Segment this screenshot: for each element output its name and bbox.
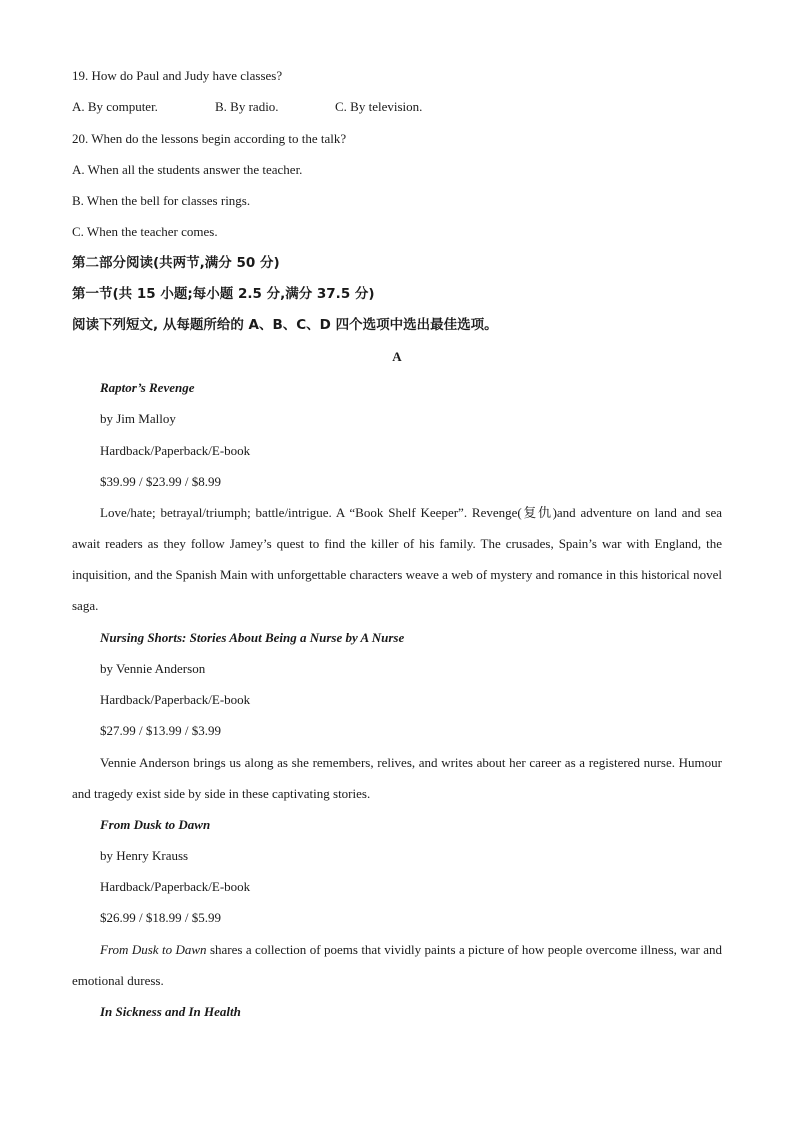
book-title: Nursing Shorts: Stories About Being a Nurse by A Nurse [100,630,405,645]
option-c: C. When the teacher comes. [72,224,218,239]
book-description [72,934,722,996]
book-formats: Hardback/Paperback/E-book [100,879,251,894]
option-a: A. By computer. [72,99,158,114]
part-title: 第二部分阅读(共两节,满分 50 分) [72,255,280,271]
subsection-title: 第一节(共 15 小题;每小题 2.5 分,满分 37.5 分) [72,286,375,302]
book-description: Love/hate; betrayal/triumph; battle/intrigue. A “Book Shelf Keeper”. Revenge(复仇)and adventure on land and sea await readers as they follow Jamey’s quest to find the killer of his family. The crusades, Spain’s war with England, the inquisition, and the Spanish Main with unforgettable characters weave a web of mystery and romance in this historical novel saga. [72,505,722,613]
book-prices: $27.99 / $13.99 / $3.99 [100,723,221,738]
book-title: Raptor’s Revenge [100,380,195,395]
passage-label: A [392,349,402,364]
book-author: by Henry Krauss [100,848,189,863]
book-author: by Jim Malloy [100,411,176,426]
question-19: 19. How do Paul and Judy have classes? [72,68,283,83]
book-formats: Hardback/Paperback/E-book [100,443,251,458]
book-description-title: From Dusk to Dawn [100,942,207,957]
book-prices: $39.99 / $23.99 / $8.99 [100,474,221,489]
book-author: by Vennie Anderson [100,661,206,676]
question-19-options [72,99,422,115]
book-title: In Sickness and In Health [100,1004,241,1019]
option-b: B. By radio. [215,99,279,114]
book-prices: $26.99 / $18.99 / $5.99 [100,910,221,925]
instructions: 阅读下列短文, 从每题所给的 A、B、C、D 四个选项中选出最佳选项。 [72,317,498,333]
option-b: B. When the bell for classes rings. [72,193,251,208]
question-20: 20. When do the lessons begin according to the talk? [72,131,347,146]
book-formats: Hardback/Paperback/E-book [100,692,251,707]
option-c: C. By television. [335,99,423,114]
option-a: A. When all the students answer the teacher. [72,162,303,177]
book-description: Vennie Anderson brings us along as she remembers, relives, and writes about her career as a registered nurse. Humour and tragedy exist side by side in these captivating stories. [72,755,722,801]
book-title: From Dusk to Dawn [100,817,211,832]
book-description-text: shares a collection of poems that vividly paints a picture of how people overcome illness, war and emotional duress. [72,942,722,988]
